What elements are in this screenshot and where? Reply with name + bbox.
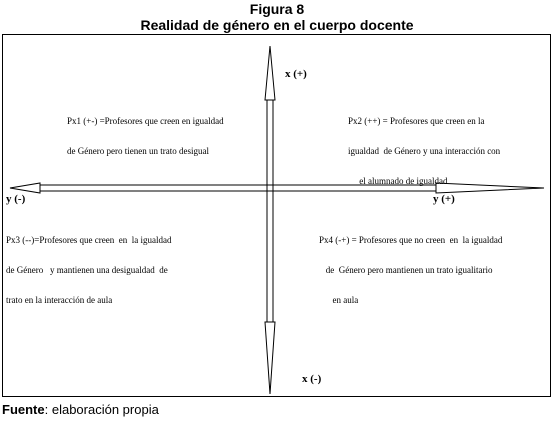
source-label: Fuente (2, 402, 45, 417)
quadrant-line: de Género pero tienen un trato desigual (67, 146, 209, 156)
quadrant-line: Px3 (--)=Profesores que creen en la igualdad (6, 235, 172, 245)
source-note (2, 402, 159, 417)
axis-label-y-positive: y (+) (433, 193, 455, 205)
quadrant-line: el alumnado de igualdad (348, 176, 448, 186)
axis-label-y-negative: y (-) (6, 193, 26, 205)
quadrant-line: de Género y mantienen una desigualdad de (6, 265, 168, 275)
quadrant-line: Px4 (-+) = Profesores que no creen en la igualdad (319, 235, 503, 245)
quadrant-line: Px2 (++) = Profesores que creen en la (348, 116, 485, 126)
quadrant-line: Px1 (+-) =Profesores que creen en igualdad (67, 116, 224, 126)
vertical-axis-arrow (265, 46, 275, 394)
quadrant-px1-text (67, 96, 224, 166)
quadrant-line: trato en la interacción de aula (6, 295, 113, 305)
quadrant-px2-text (348, 96, 500, 196)
figure-title: Realidad de género en el cuerpo docente (140, 17, 414, 33)
quadrant-line: de Género pero mantienen un trato igualitario (319, 265, 493, 275)
source-text: : elaboración propia (44, 402, 159, 417)
quadrant-line: igualdad de Género y una interacción con (348, 146, 501, 156)
axis-label-x-negative: x (-) (302, 373, 322, 385)
figure-number: Figura 8 (249, 1, 305, 17)
quadrant-line: en aula (319, 295, 359, 305)
quadrant-px3-text (6, 215, 172, 315)
axis-label-x-positive: x (+) (285, 68, 307, 80)
quadrant-px4-text (319, 215, 502, 315)
